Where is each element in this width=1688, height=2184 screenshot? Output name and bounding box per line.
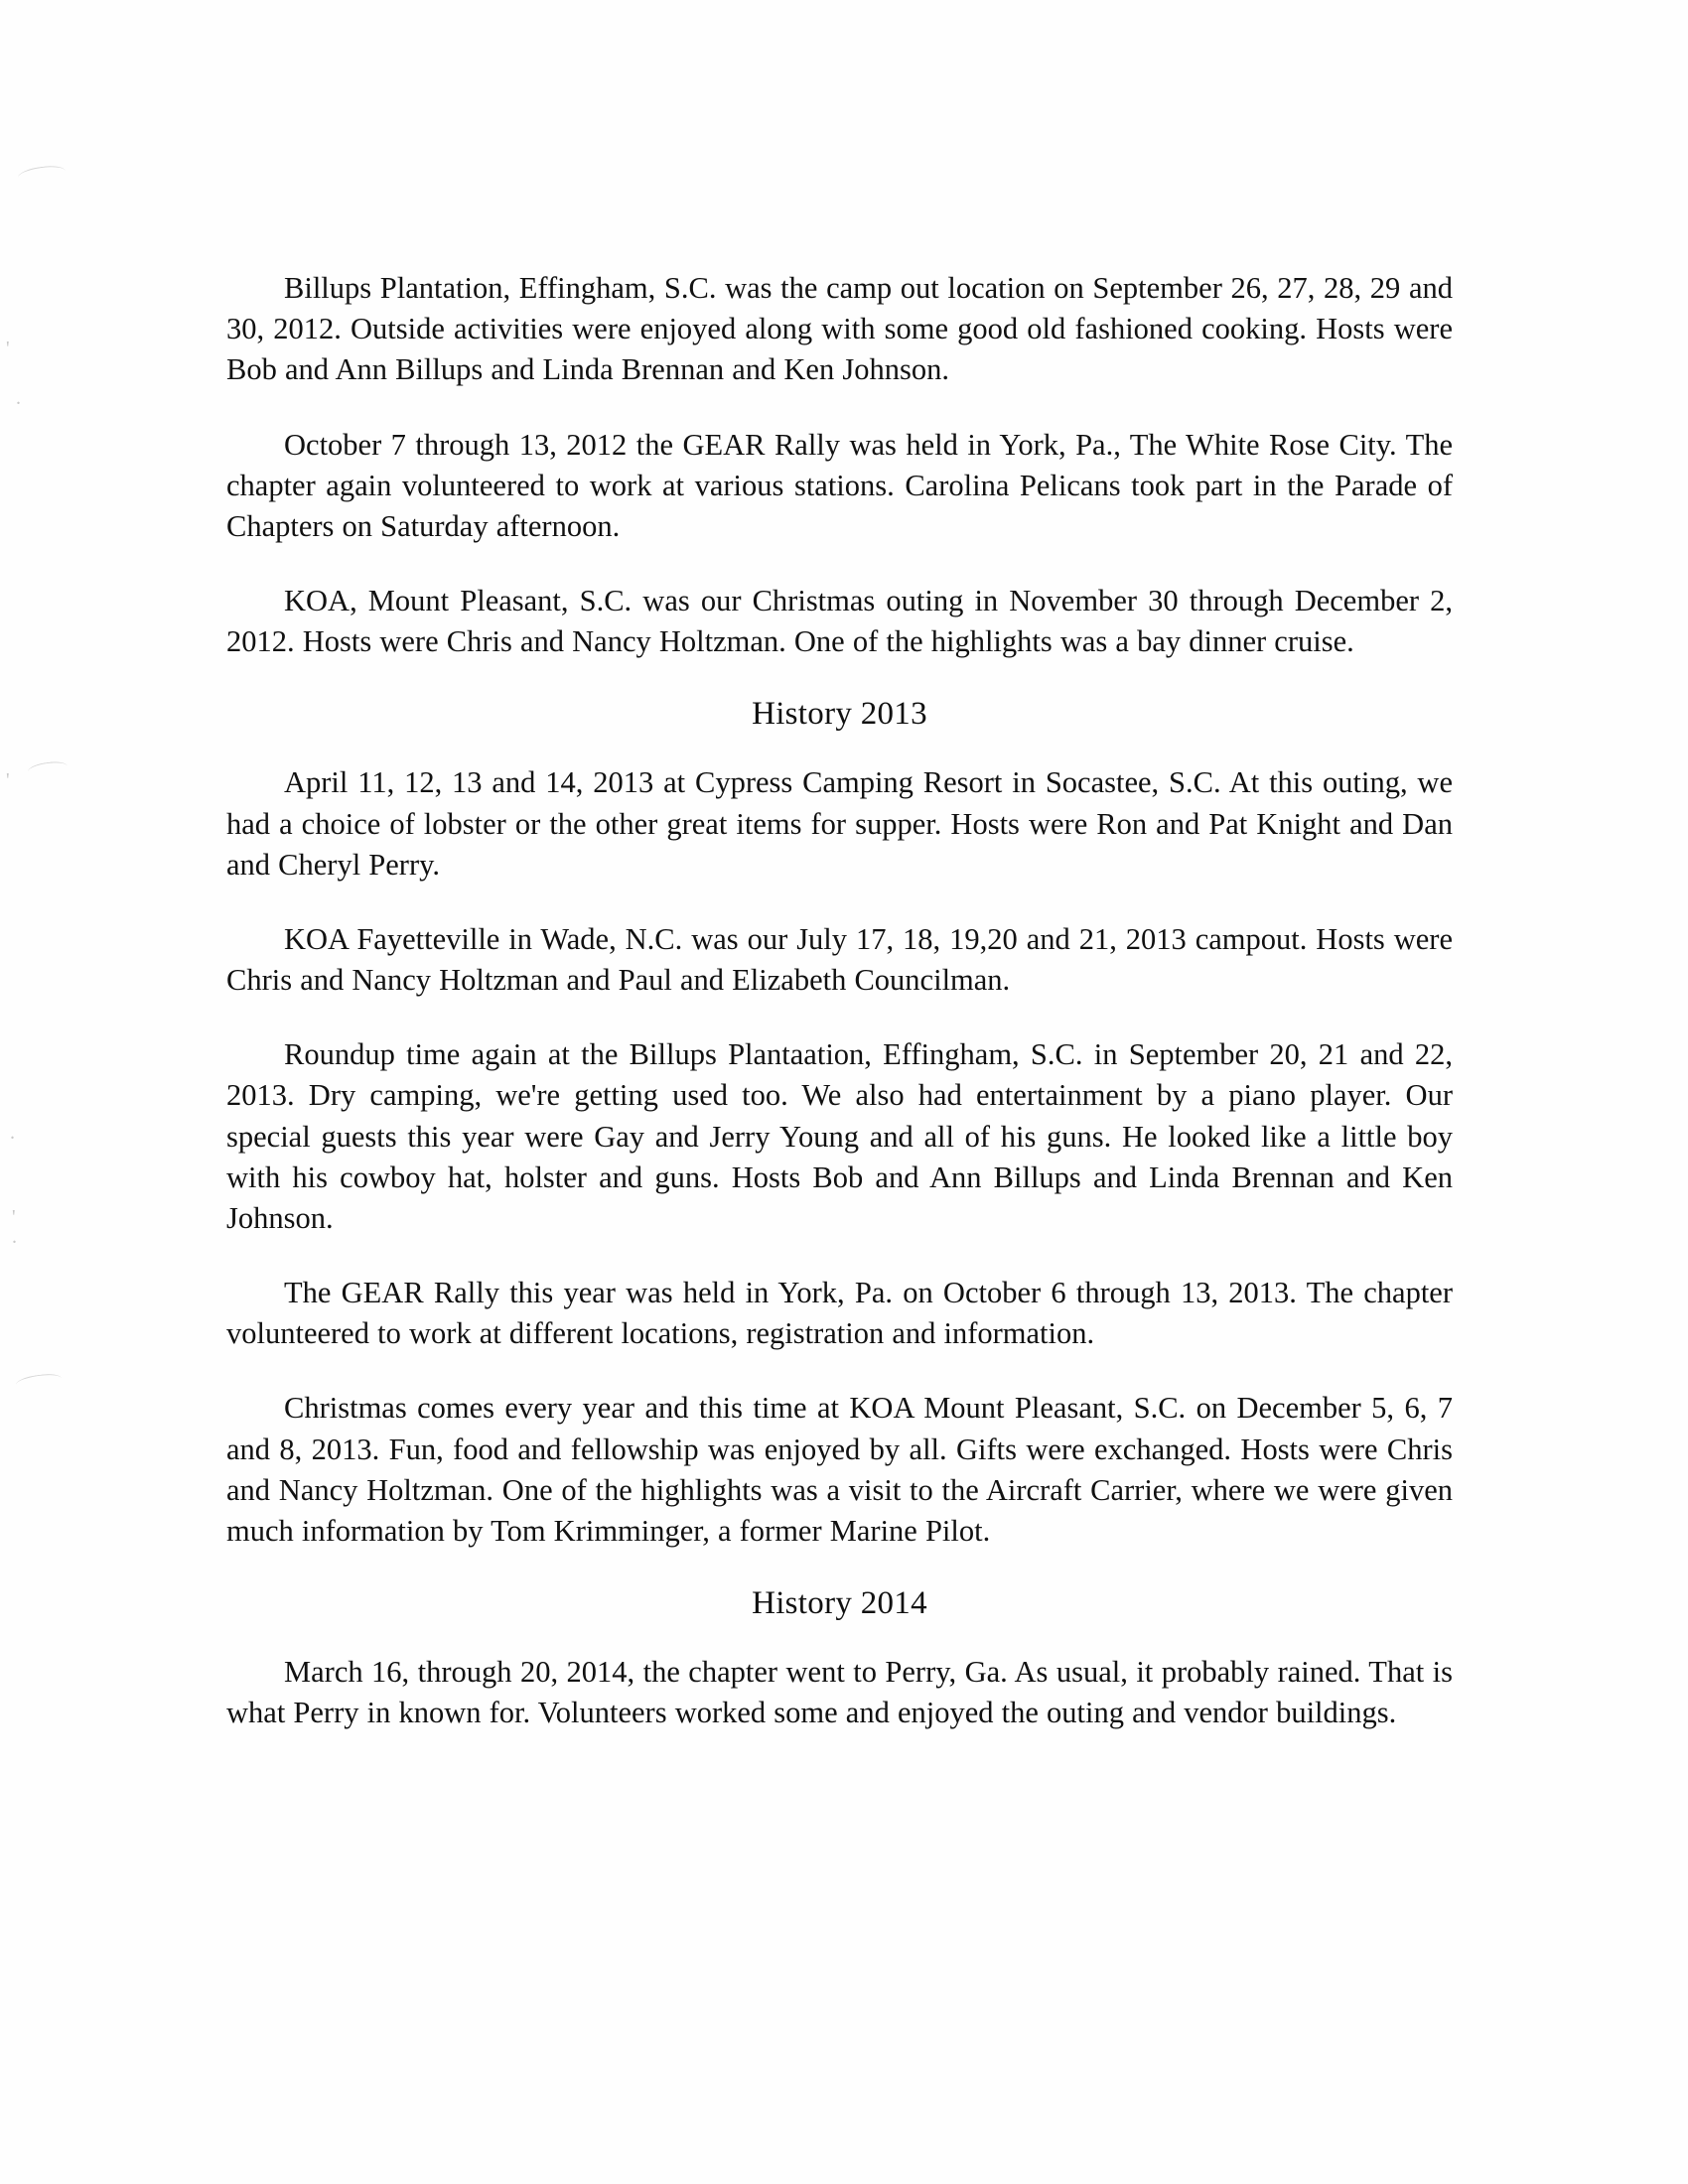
document-body bbox=[226, 268, 1453, 1767]
paragraph-gear-rally-2013: The GEAR Rally this year was held in York, Pa. on October 6 through 13, 2013. The chapter volunteered to work at different locations, registration and information. bbox=[226, 1276, 1453, 1351]
heading-history-2014: History 2014 bbox=[752, 1585, 927, 1622]
paragraph-perry-2014: March 16, through 20, 2014, the chapter went to Perry, Ga. As usual, it probably rained. That is what Perry in known for. Volunteers worked some and enjoyed the outing and vendor buildings. bbox=[226, 1655, 1453, 1730]
scan-artifact-mark bbox=[27, 759, 68, 777]
paragraph-roundup-2013: Roundup time again at the Billups Plantaation, Effingham, S.C. in September 20, 21 and 22, 2013. Dry camping, we're getting used too. We also had entertainment by a piano player. Our special guests this year were Gay and Jerry Young and all of his guns. He looked like a little boy with his cowboy hat, holster and guns. Hosts Bob and Ann Billups and Linda Brennan and Ken Johnson. bbox=[226, 1037, 1453, 1235]
scan-artifact-mark: ' bbox=[6, 769, 10, 791]
paragraph-gear-rally-2012: October 7 through 13, 2012 the GEAR Rally was held in York, Pa., The White Rose City. The chapter again volunteered to work at various stations. Carolina Pelicans took part in the Parade of Chapters on Saturday afternoon. bbox=[226, 427, 1453, 543]
paragraph-koa-christmas-2012: KOA, Mount Pleasant, S.C. was our Christmas outing in November 30 through December 2, 2012. Hosts were Chris and Nancy Holtzman. One of the highlights was a bay dinner cruise. bbox=[226, 584, 1453, 659]
scan-artifact-mark: ' bbox=[12, 1206, 16, 1228]
scan-artifact-mark: ' bbox=[6, 338, 10, 359]
scan-artifact-mark bbox=[15, 1372, 62, 1391]
scan-artifact-mark: . bbox=[12, 1226, 17, 1248]
scan-artifact-mark: . bbox=[16, 387, 21, 409]
scan-artifact-mark bbox=[17, 164, 67, 186]
paragraph-cypress-2013: April 11, 12, 13 and 14, 2013 at Cypress Camping Resort in Socastee, S.C. At this outing, we had a choice of lobster or the other great items for supper. Hosts were Ron and Pat Knight and Dan and Cheryl Perry. bbox=[226, 765, 1453, 882]
paragraph-billups-2012: Billups Plantation, Effingham, S.C. was the camp out location on September 26, 27, 28, 29 and 30, 2012. Outside activities were enjoyed along with some good old fashioned cooking. Hosts were Bob and Ann Billups and Linda Brennan and Ken Johnson. bbox=[226, 271, 1453, 387]
scan-artifact-mark: . bbox=[10, 1122, 15, 1144]
paragraph-koa-fayetteville-2013: KOA Fayetteville in Wade, N.C. was our July 17, 18, 19,20 and 21, 2013 campout. Hosts were Chris and Nancy Holtzman and Paul and Elizabeth Councilman. bbox=[226, 921, 1453, 998]
paragraph-christmas-2013: Christmas comes every year and this time at KOA Mount Pleasant, S.C. on December 5, 6, 7 and 8, 2013. Fun, food and fellowship was enjoyed by all. Gifts were exchanged. Hosts were Chris and Nancy Holtzman. One of the highlights was a visit to the Aircraft Carrier, where we were given much information by Tom Krimminger, a former Marine Pilot. bbox=[226, 1391, 1453, 1548]
heading-history-2013: History 2013 bbox=[752, 696, 927, 733]
